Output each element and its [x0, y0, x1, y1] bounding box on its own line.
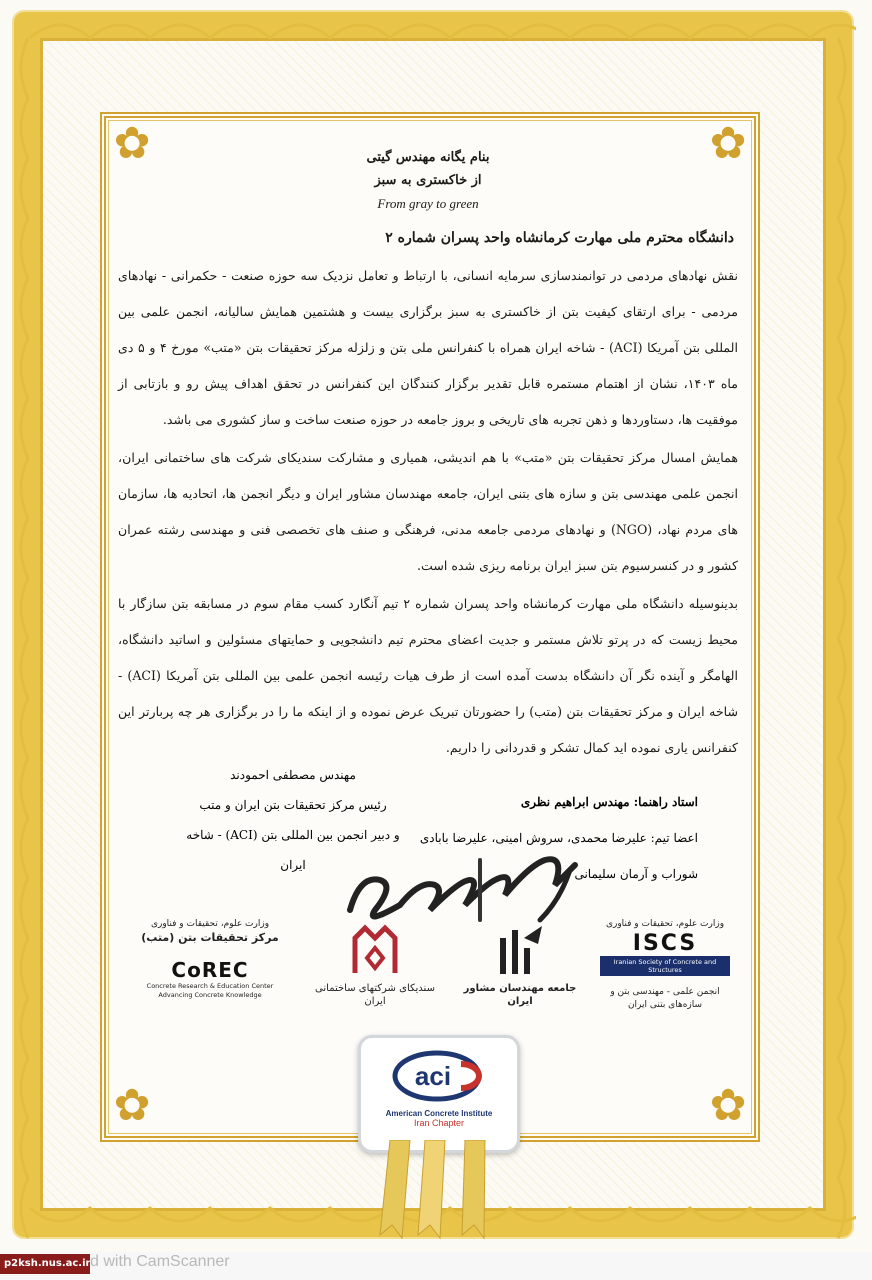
site-watermark: p2ksh.nus.ac.ir [0, 1254, 90, 1274]
corner-ornament-icon: ✿ [113, 118, 151, 169]
aci-org-name: American Concrete Institute [385, 1109, 493, 1118]
society-name: جامعه مهندسان مشاور ایران [463, 983, 577, 1007]
motto-persian: از خاکستری به سبز [374, 173, 482, 188]
society-emblem-icon [490, 918, 550, 978]
corec-name-en: Concrete Research & Education Center [146, 982, 274, 990]
signatory-left-title: رئیس مرکز تحقیقات بتن ایران و متب [199, 798, 387, 812]
corec-ministry: وزارت علوم، تحقیقات و فناوری [150, 919, 270, 929]
logo-corec [140, 918, 280, 1000]
logo-society [460, 918, 580, 1008]
aci-chapter: Iran Chapter [413, 1118, 465, 1128]
signatory-left-title: و دبیر انجمن بین المللی بتن (ACI) - شاخه ایران [186, 828, 400, 872]
paragraph: همایش امسال مرکز تحقیقات بتن «متب» با هم اندیشی، همیاری و مشارکت سندیکای شرکت های ساختمانی ایران، انجمن علمی مهندسی بتن و سازه های بتنی ایران، جامعه مهندسان مشاور ایران و دیگر انجمن ها، اتحادیه ها، سازمان های مردم نهاد، (NGO) و نهادهای مردمی جامعه مدنی، فرهنگی و صنف های تخصصی فنی و مهندسی رشته عمران کشور و در کنسرسیوم بتن سبز ایران برنامه ریزی شده است. [118, 450, 738, 573]
corner-ornament-icon: ✿ [709, 1080, 747, 1131]
iscs-name-en: Iranian Society of Concrete and Structures [600, 956, 730, 976]
syndicate-emblem-icon [345, 918, 405, 978]
corec-mark: CoREC [171, 958, 249, 982]
paragraph: بدینوسیله دانشگاه ملی مهارت کرمانشاه واحد پسران شماره ۲ تیم آنگارد کسب مقام سوم در مسابقه بتن سازگار با محیط زیست که در پرتو تلاش مستمر و جدیت اعضای محترم تیم دانشجویی و حمایتهای مسئولین و اساتید دانشگاه، الهامگر و آینده نگر آن دانشگاه بدست آمده است از طرف هیات رئیسه انجمن علمی بین المللی بتن آمریکا (ACI) - شاخه ایران و مرکز تحقیقات بتن (متب) را حضورتان تبریک عرض نموده و از اینکه ما را در برگزاری هر چه پربارتر این کنفرانس یاری نموده اید کمال تشکر و قدردانی را داریم. [118, 596, 738, 755]
corec-name-fa: مرکز تحقیقات بتن (متب) [141, 931, 279, 944]
certificate-body [118, 140, 738, 768]
advisor: استاد راهنما: مهندس ابراهیم نظری [520, 795, 698, 809]
syndicate-name: سندیکای شرکتهای ساختمانی ایران [315, 983, 435, 1007]
gold-ribbons [370, 1140, 510, 1240]
logo-iscs [600, 918, 730, 1012]
addressee: دانشگاه محترم ملی مهارت کرمانشاه واحد پسران شماره ۲ [385, 230, 734, 246]
team-members: اعضا تیم: علیرضا محمدی، سروش امینی، علیرضا بابادی شوراب و آرمان سلیمانی [419, 831, 698, 881]
logo-syndicate [310, 918, 440, 1008]
iscs-mark: ISCS [632, 931, 698, 956]
aci-logo-icon [391, 1050, 487, 1102]
signatory-left-name: مهندس مصطفی احمودند [230, 768, 356, 782]
paragraph: نقش نهادهای مردمی در توانمندسازی سرمایه انسانی، با ارتباط و تعامل نزدیک سه حوزه صنعت - حکمرانی - نهادهای مردمی - برای ارتقای کیفیت بتن از خاکستری به سبز برگزاری بیست و هشتمین همایش سالیانه، انجمن علمی بین المللی بتن آمریکا (ACI) - شاخه ایران همراه با کنفرانس ملی بتن و زلزله مرکز تحقیقات بتن «متب» مورخ ۴ و ۵ دی ماه ۱۴۰۳، نشان از اهتمام مستمره قابل تقدیر برگزار کنندگان این کنفرانس در تحقق اهداف پیش رو و بازتابی از موفقیت ها، دستاوردها و ذهن تجربه های تاریخی و بروز جامعه در حوزه صنعت ساخت و ساز کشوری می باشد. [118, 268, 739, 427]
iscs-name-fa: انجمن علمی - مهندسی بتن و سازه‌های بتنی ایران [610, 987, 720, 1010]
motto-english: From gray to green [377, 196, 479, 211]
corec-tagline: Advancing Concrete Knowledge [158, 991, 262, 999]
corner-ornament-icon: ✿ [709, 118, 747, 169]
iscs-ministry: وزارت علوم، تحقیقات و فناوری [605, 919, 725, 929]
invocation: بنام یگانه مهندس گیتی [366, 150, 490, 165]
corner-ornament-icon: ✿ [113, 1080, 151, 1131]
aci-logo-text: aci [414, 1061, 452, 1091]
scanner-watermark: d with CamScanner [90, 1253, 230, 1270]
partner-logos [140, 918, 725, 1028]
aci-badge [358, 1035, 520, 1153]
